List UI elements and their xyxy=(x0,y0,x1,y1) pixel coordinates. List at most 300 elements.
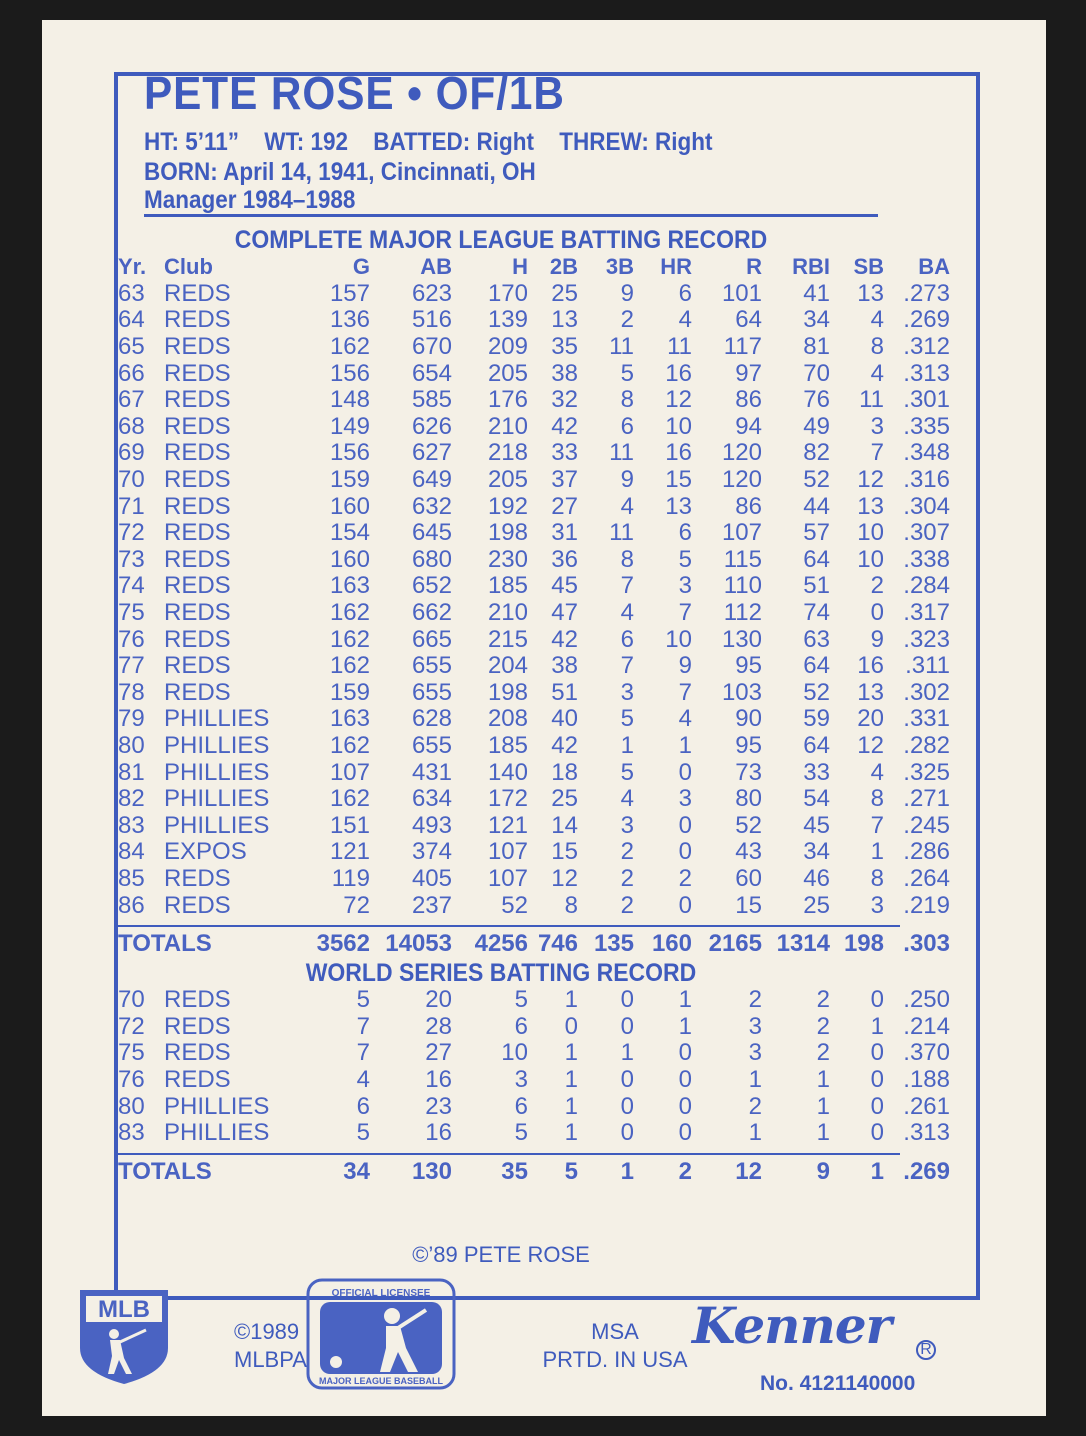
table-cell: 6 xyxy=(356,1092,370,1120)
table-row xyxy=(118,759,950,786)
table-cell: 84 xyxy=(118,838,145,866)
table-row xyxy=(118,307,950,334)
table-cell: 680 xyxy=(411,545,452,573)
table-cell: 151 xyxy=(329,811,370,839)
table-cell: 67 xyxy=(118,386,145,414)
table-cell: 5 xyxy=(356,1119,370,1147)
table-cell: 52 xyxy=(803,466,830,494)
totals-cell: 34 xyxy=(343,1158,370,1185)
table-cell: .284 xyxy=(903,572,950,600)
table-cell: 45 xyxy=(803,811,830,839)
totals-cell: 2 xyxy=(678,1158,692,1185)
table-cell: 38 xyxy=(551,359,578,387)
table-cell: 16 xyxy=(665,359,692,387)
table-cell: 38 xyxy=(551,652,578,680)
table-cell: 12 xyxy=(551,864,578,892)
table-cell: 655 xyxy=(411,678,452,706)
table-cell: 25 xyxy=(803,891,830,919)
table-cell: 6 xyxy=(678,279,692,307)
table-cell: 72 xyxy=(118,519,145,547)
table-cell: .188 xyxy=(903,1066,950,1094)
table-row xyxy=(118,1120,950,1147)
table-cell: 7 xyxy=(620,652,634,680)
totals-cell: 12 xyxy=(735,1158,762,1185)
mlbpa-line1: ©1989 xyxy=(234,1319,300,1344)
table-row xyxy=(118,1014,950,1041)
table-cell: 136 xyxy=(329,306,370,334)
table-cell: 7 xyxy=(678,599,692,627)
table-cell: 2 xyxy=(816,1039,830,1067)
table-cell: 28 xyxy=(425,1012,452,1040)
table-cell: 82 xyxy=(118,785,145,813)
totals-cell: .269 xyxy=(903,1158,950,1185)
table-cell: 73 xyxy=(735,758,762,786)
table-cell: 73 xyxy=(118,545,145,573)
table-cell: 4 xyxy=(678,306,692,334)
copyright: ©’89 PETE ROSE xyxy=(412,1242,590,1267)
table-cell: 20 xyxy=(425,986,452,1014)
table-cell: 1 xyxy=(816,1066,830,1094)
table-cell: 154 xyxy=(329,519,370,547)
table-cell: 13 xyxy=(857,678,884,706)
table-cell: 3 xyxy=(678,785,692,813)
table-cell: 76 xyxy=(118,1066,145,1094)
world-series-title: WORLD SERIES BATTING RECORD xyxy=(305,959,697,987)
table-cell: REDS xyxy=(164,625,231,653)
table-cell: 665 xyxy=(411,625,452,653)
table-cell: REDS xyxy=(164,519,231,547)
table-cell: 208 xyxy=(487,705,528,733)
table-cell: .313 xyxy=(903,1119,950,1147)
table-row xyxy=(118,547,950,574)
table-cell: REDS xyxy=(164,599,231,627)
table-cell: 42 xyxy=(551,731,578,759)
table-cell: 25 xyxy=(551,279,578,307)
table-row xyxy=(118,706,950,733)
table-cell: 6 xyxy=(620,412,634,440)
table-cell: 655 xyxy=(411,652,452,680)
table-cell: .302 xyxy=(903,678,950,706)
table-cell: 83 xyxy=(118,811,145,839)
table-cell: 12 xyxy=(857,466,884,494)
table-cell: 14 xyxy=(551,811,578,839)
totals-cell: TOTALS xyxy=(118,930,212,957)
table-cell: 0 xyxy=(678,1092,692,1120)
table-cell: 74 xyxy=(118,572,145,600)
table-cell: 25 xyxy=(551,785,578,813)
table-cell: 76 xyxy=(803,386,830,414)
column-header: G xyxy=(352,254,370,280)
table-cell: 27 xyxy=(551,492,578,520)
table-cell: 119 xyxy=(331,864,370,892)
table-cell: 4 xyxy=(356,1066,370,1094)
totals-cell: 198 xyxy=(843,930,884,957)
table-cell: .304 xyxy=(903,492,950,520)
table-row xyxy=(118,414,950,441)
column-header: SB xyxy=(853,254,884,280)
table-cell: 7 xyxy=(870,811,884,839)
table-row xyxy=(118,1040,950,1067)
table-cell: .331 xyxy=(903,705,950,733)
table-cell: 41 xyxy=(803,279,830,307)
table-cell: 1 xyxy=(678,986,692,1014)
table-cell: 76 xyxy=(118,625,145,653)
table-cell: 2 xyxy=(748,986,762,1014)
table-cell: 654 xyxy=(411,359,452,387)
table-cell: 1 xyxy=(564,986,578,1014)
table-cell: 649 xyxy=(411,466,452,494)
table-cell: 66 xyxy=(118,359,145,387)
table-cell: 162 xyxy=(329,785,370,813)
mlb-logo-icon xyxy=(74,1286,174,1386)
table-cell: 11 xyxy=(609,439,634,467)
table-row xyxy=(118,1067,950,1094)
table-row xyxy=(118,839,950,866)
table-cell: 42 xyxy=(551,412,578,440)
table-cell: 148 xyxy=(329,386,370,414)
table-cell: 0 xyxy=(870,599,884,627)
table-cell: 33 xyxy=(803,758,830,786)
table-cell: 237 xyxy=(411,891,452,919)
table-cell: 15 xyxy=(551,838,578,866)
table-cell: 4 xyxy=(620,599,634,627)
table-cell: 121 xyxy=(329,838,370,866)
table-cell: 431 xyxy=(411,758,452,786)
table-cell: 626 xyxy=(411,412,452,440)
table-cell: 10 xyxy=(857,519,884,547)
table-cell: 8 xyxy=(870,785,884,813)
column-header: R xyxy=(746,254,762,280)
table-cell: 5 xyxy=(620,758,634,786)
kenner-logo: Kenner xyxy=(692,1296,892,1355)
table-cell: 10 xyxy=(665,412,692,440)
table-cell: .214 xyxy=(903,1012,950,1040)
table-cell: REDS xyxy=(164,891,231,919)
table-cell: 162 xyxy=(329,625,370,653)
table-cell: 9 xyxy=(678,652,692,680)
table-cell: 59 xyxy=(803,705,830,733)
table-cell: 2 xyxy=(748,1092,762,1120)
table-cell: 4 xyxy=(870,306,884,334)
table-cell: 1 xyxy=(870,1012,884,1040)
table-cell: 149 xyxy=(329,412,370,440)
table-cell: 54 xyxy=(803,785,830,813)
totals-cell: 3562 xyxy=(316,930,370,957)
table-cell: PHILLIES xyxy=(164,811,270,839)
table-cell: REDS xyxy=(164,1066,231,1094)
table-cell: 163 xyxy=(329,572,370,600)
table-cell: EXPOS xyxy=(164,838,247,866)
table-cell: 13 xyxy=(857,492,884,520)
batted: BATTED: Right xyxy=(373,128,535,156)
table-cell: 75 xyxy=(118,1039,145,1067)
table-cell: 107 xyxy=(487,838,528,866)
table-cell: REDS xyxy=(164,572,231,600)
table-cell: REDS xyxy=(164,306,231,334)
table-cell: .282 xyxy=(903,731,950,759)
table-cell: 103 xyxy=(721,678,762,706)
table-cell: 1 xyxy=(620,731,634,759)
table-cell: 230 xyxy=(487,545,528,573)
table-cell: 0 xyxy=(870,1119,884,1147)
table-cell: 1 xyxy=(748,1066,762,1094)
table-row xyxy=(118,733,950,760)
table-cell: 0 xyxy=(678,758,692,786)
table-cell: 405 xyxy=(411,864,452,892)
table-cell: 69 xyxy=(118,439,145,467)
table-cell: 3 xyxy=(748,1012,762,1040)
table-cell: 86 xyxy=(735,386,762,414)
table-cell: 1 xyxy=(816,1119,830,1147)
table-cell: 655 xyxy=(411,731,452,759)
table-cell: 4 xyxy=(620,785,634,813)
table-row xyxy=(118,626,950,653)
table-cell: 662 xyxy=(411,599,452,627)
totals-cell: .303 xyxy=(903,930,950,957)
table-row xyxy=(118,786,950,813)
table-cell: 210 xyxy=(487,599,528,627)
table-cell: 209 xyxy=(487,333,528,361)
table-cell: 6 xyxy=(514,1092,528,1120)
table-cell: 16 xyxy=(425,1066,452,1094)
totals-cell: 135 xyxy=(593,930,634,957)
table-cell: .264 xyxy=(903,864,950,892)
table-cell: 176 xyxy=(487,386,528,414)
table-cell: 5 xyxy=(514,986,528,1014)
official-bottom-text: MAJOR LEAGUE BASEBALL xyxy=(318,1376,444,1386)
table-cell: .325 xyxy=(903,758,950,786)
height: HT: 5’11” xyxy=(144,128,240,156)
table-cell: 198 xyxy=(487,678,528,706)
table-cell: 139 xyxy=(487,306,528,334)
table-cell: 7 xyxy=(870,439,884,467)
official-licensee-logo-icon xyxy=(306,1278,456,1390)
table-cell: 0 xyxy=(620,1092,634,1120)
table-cell: 0 xyxy=(564,1012,578,1040)
table-cell: 1 xyxy=(620,1039,634,1067)
table-cell: 83 xyxy=(118,1119,145,1147)
table-cell: 65 xyxy=(118,333,145,361)
table-cell: 94 xyxy=(735,412,762,440)
table-cell: 11 xyxy=(609,333,634,361)
table-cell: 0 xyxy=(678,891,692,919)
table-cell: 86 xyxy=(118,891,145,919)
table-cell: REDS xyxy=(164,412,231,440)
table-cell: 16 xyxy=(665,439,692,467)
table-cell: 2 xyxy=(620,864,634,892)
table-cell: 33 xyxy=(551,439,578,467)
table-cell: REDS xyxy=(164,1012,231,1040)
table-cell: 86 xyxy=(735,492,762,520)
table-cell: 0 xyxy=(678,1066,692,1094)
table-cell: 27 xyxy=(425,1039,452,1067)
table-cell: PHILLIES xyxy=(164,731,270,759)
table-cell: 1 xyxy=(564,1039,578,1067)
major-league-table xyxy=(118,254,950,919)
table-cell: 117 xyxy=(723,333,762,361)
table-cell: 63 xyxy=(803,625,830,653)
table-cell: REDS xyxy=(164,1039,231,1067)
totals-cell: TOTALS xyxy=(118,1158,212,1185)
table-cell: 7 xyxy=(356,1039,370,1067)
weight: WT: 192 xyxy=(264,128,349,156)
table-cell: REDS xyxy=(164,652,231,680)
table-cell: 8 xyxy=(870,333,884,361)
column-header: HR xyxy=(660,254,692,280)
table-cell: .338 xyxy=(903,545,950,573)
table-cell: PHILLIES xyxy=(164,705,270,733)
table-cell: 36 xyxy=(551,545,578,573)
table-cell: 0 xyxy=(870,1092,884,1120)
table-cell: 5 xyxy=(356,986,370,1014)
manager-info: Manager 1984–1988 xyxy=(144,186,356,214)
table-cell: 32 xyxy=(551,386,578,414)
table-cell: 12 xyxy=(665,386,692,414)
table-cell: 3 xyxy=(620,811,634,839)
mlbpa-line2: MLBPA xyxy=(234,1347,307,1372)
table-cell: 159 xyxy=(329,466,370,494)
table-cell: .313 xyxy=(903,359,950,387)
msa-printed xyxy=(532,1318,698,1374)
table-cell: 5 xyxy=(514,1119,528,1147)
column-header: 3B xyxy=(605,254,634,280)
table-cell: 3 xyxy=(870,891,884,919)
column-header: RBI xyxy=(792,254,830,280)
table-cell: 0 xyxy=(620,1012,634,1040)
table-cell: 63 xyxy=(118,279,145,307)
table-cell: 44 xyxy=(803,492,830,520)
table-row xyxy=(118,653,950,680)
table-cell: 6 xyxy=(514,1012,528,1040)
table-cell: 78 xyxy=(118,678,145,706)
table-cell: 2 xyxy=(870,572,884,600)
table-row xyxy=(118,467,950,494)
table-cell: 81 xyxy=(803,333,830,361)
table-cell: 34 xyxy=(803,838,830,866)
table-cell: 107 xyxy=(721,519,762,547)
table-cell: 2 xyxy=(678,864,692,892)
born-info: BORN: April 14, 1941, Cincinnati, OH xyxy=(144,158,536,186)
table-cell: 198 xyxy=(487,519,528,547)
table-row xyxy=(118,440,950,467)
header-rule xyxy=(144,214,878,217)
table-cell: 52 xyxy=(501,891,528,919)
table-row xyxy=(118,812,950,839)
table-cell: 85 xyxy=(118,864,145,892)
table-cell: 0 xyxy=(870,986,884,1014)
table-cell: 115 xyxy=(723,545,762,573)
table-cell: .316 xyxy=(903,466,950,494)
table-cell: 81 xyxy=(118,758,145,786)
table-cell: .269 xyxy=(903,306,950,334)
player-name: PETE ROSE • OF/1B xyxy=(144,67,565,119)
table-cell: 156 xyxy=(329,359,370,387)
table-cell: 70 xyxy=(118,986,145,1014)
table-cell: 45 xyxy=(551,572,578,600)
table-cell: REDS xyxy=(164,492,231,520)
table-cell: 11 xyxy=(667,333,692,361)
column-header: Club xyxy=(164,254,213,280)
table-cell: 0 xyxy=(678,1119,692,1147)
table-cell: PHILLIES xyxy=(164,785,270,813)
table-cell: 18 xyxy=(551,758,578,786)
table-cell: 5 xyxy=(620,705,634,733)
table-cell: 77 xyxy=(118,652,145,680)
column-header: 2B xyxy=(549,254,578,280)
table-cell: 205 xyxy=(487,359,528,387)
table-cell: 7 xyxy=(620,572,634,600)
totals-cell: 1 xyxy=(870,1158,884,1185)
table-cell: 2 xyxy=(620,891,634,919)
totals-cell: 35 xyxy=(501,1158,528,1185)
table-cell: 1 xyxy=(564,1119,578,1147)
table-cell: REDS xyxy=(164,466,231,494)
table-cell: REDS xyxy=(164,678,231,706)
table-row xyxy=(118,520,950,547)
table-cell: 10 xyxy=(857,545,884,573)
table-cell: 140 xyxy=(487,758,528,786)
table-cell: 79 xyxy=(118,705,145,733)
table-cell: 374 xyxy=(411,838,452,866)
table-cell: 120 xyxy=(721,439,762,467)
table-cell: 70 xyxy=(803,359,830,387)
mlbpa-copyright xyxy=(234,1318,307,1374)
table-cell: 628 xyxy=(411,705,452,733)
table-cell: REDS xyxy=(164,545,231,573)
table-cell: 57 xyxy=(803,519,830,547)
table-row xyxy=(118,1093,950,1120)
table-cell: 10 xyxy=(665,625,692,653)
table-cell: 60 xyxy=(735,864,762,892)
table-cell: 80 xyxy=(118,731,145,759)
table-cell: 204 xyxy=(487,652,528,680)
table-cell: 2 xyxy=(816,986,830,1014)
table-cell: 11 xyxy=(609,519,634,547)
table-cell: 5 xyxy=(678,545,692,573)
threw: THREW: Right xyxy=(559,128,713,156)
table-cell: 101 xyxy=(721,279,762,307)
table-cell: REDS xyxy=(164,439,231,467)
table-cell: 16 xyxy=(425,1119,452,1147)
table-cell: 47 xyxy=(551,599,578,627)
table-cell: REDS xyxy=(164,386,231,414)
table-cell: 70 xyxy=(118,466,145,494)
table-cell: 9 xyxy=(620,279,634,307)
table-row xyxy=(118,866,950,893)
table-cell: 6 xyxy=(620,625,634,653)
table-cell: 2 xyxy=(620,306,634,334)
table-cell: 8 xyxy=(564,891,578,919)
table-row xyxy=(118,680,950,707)
column-header: Yr. xyxy=(118,254,147,280)
table-cell: 1 xyxy=(678,1012,692,1040)
table-row xyxy=(118,600,950,627)
table-header-row xyxy=(118,254,950,281)
table-cell: 516 xyxy=(411,306,452,334)
table-cell: 0 xyxy=(678,838,692,866)
table-cell: 652 xyxy=(411,572,452,600)
table-cell: 15 xyxy=(665,466,692,494)
table-cell: 0 xyxy=(678,1039,692,1067)
totals-cell: 130 xyxy=(411,1158,452,1185)
table-cell: 64 xyxy=(803,731,830,759)
table-cell: 72 xyxy=(118,1012,145,1040)
table-cell: 12 xyxy=(857,731,884,759)
table-cell: 49 xyxy=(803,412,830,440)
table-cell: 627 xyxy=(411,439,452,467)
table-cell: 218 xyxy=(487,439,528,467)
table-cell: 10 xyxy=(501,1039,528,1067)
